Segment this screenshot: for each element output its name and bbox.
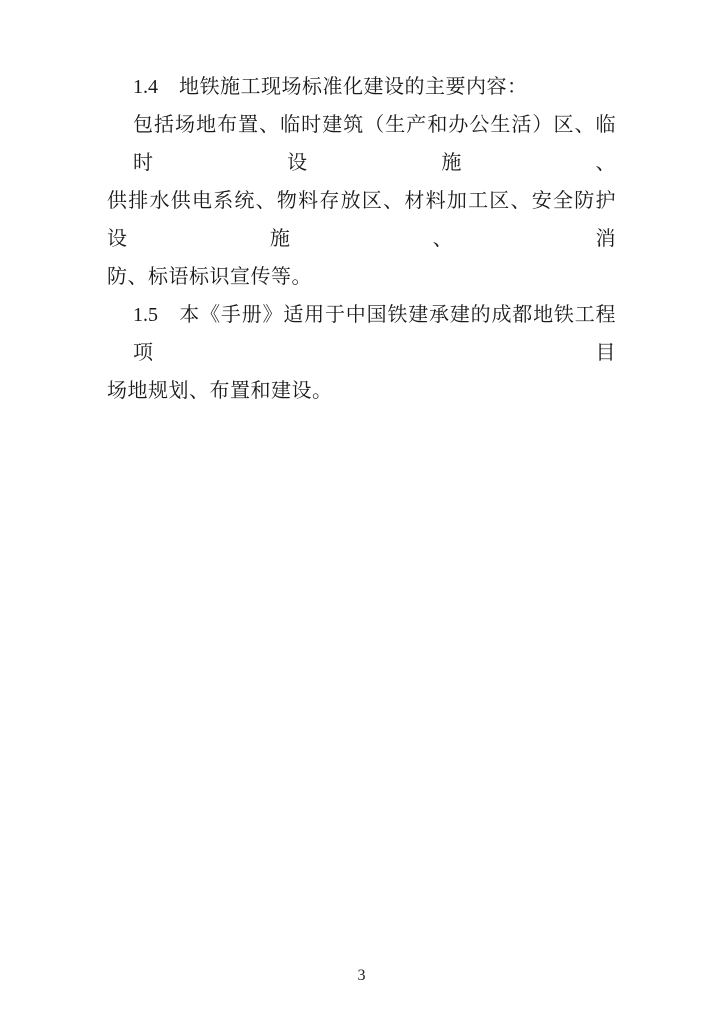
paragraph-line	[107, 68, 616, 106]
line-text: 本《手册》适用于中国铁建承建的成都地铁工程项目	[133, 304, 616, 364]
line-text: 供排水供电系统、物料存放区、材料加工区、安全防护设施、消	[107, 190, 616, 250]
line-text: 包括场地布置、临时建筑（生产和办公生活）区、临时设施、	[133, 114, 616, 174]
page-number: 3	[357, 967, 366, 984]
line-text: 防、标语标识宣传等。	[107, 266, 312, 288]
document-body	[107, 68, 616, 410]
paragraph-line	[107, 296, 616, 372]
line-text: 地铁施工现场标准化建设的主要内容：	[179, 76, 528, 98]
paragraph-line	[107, 372, 616, 410]
line-text: 场地规划、布置和建设。	[107, 380, 333, 402]
clause-number: 1.5	[133, 304, 158, 326]
clause-number: 1.4	[133, 76, 158, 98]
paragraph-line	[107, 106, 616, 182]
paragraph-line	[107, 258, 616, 296]
paragraph-line	[107, 182, 616, 258]
page-footer	[107, 966, 616, 986]
